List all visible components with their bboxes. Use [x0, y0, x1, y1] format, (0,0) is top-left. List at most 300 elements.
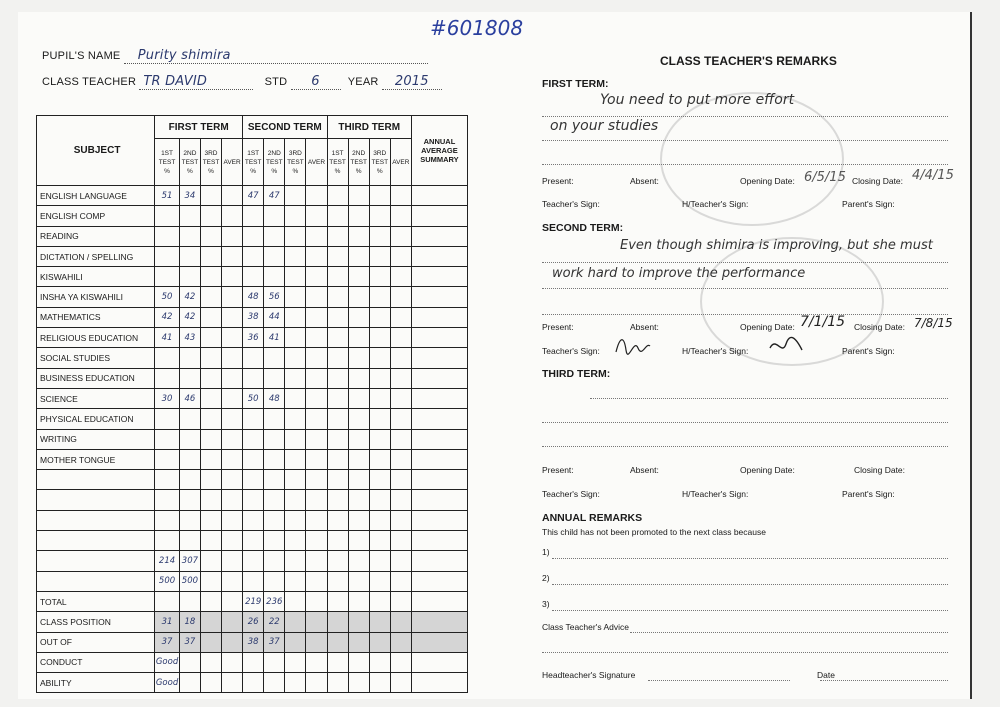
score-cell: [390, 226, 411, 246]
score-cell: [369, 328, 390, 348]
absent-label: Absent:: [630, 465, 659, 475]
score-cell: [222, 307, 243, 327]
sub-column-header: 2ND TEST %: [264, 139, 285, 186]
score-cell: [327, 388, 348, 408]
h-teacher-sign-label: H/Teacher's Sign:: [682, 346, 749, 356]
score-cell: [179, 348, 200, 368]
score-cell: [243, 449, 264, 469]
score-cell: [179, 652, 200, 672]
score-cell: [348, 226, 369, 246]
score-cell: [155, 429, 180, 449]
score-cell: [285, 652, 306, 672]
score-cell: [179, 429, 200, 449]
score-cell: [243, 409, 264, 429]
score-cell: [243, 652, 264, 672]
table-row: [37, 510, 468, 530]
score-cell: [243, 368, 264, 388]
annual-average-cell: [411, 409, 467, 429]
table-row: [37, 368, 468, 388]
score-cell: 50: [243, 388, 264, 408]
score-cell: [285, 388, 306, 408]
score-cell: [306, 348, 327, 368]
score-cell: [285, 287, 306, 307]
score-cell: [200, 591, 221, 611]
second-remark-line-3: [542, 314, 948, 315]
annual-average-cell: [411, 287, 467, 307]
score-cell: [155, 348, 180, 368]
score-cell: [222, 186, 243, 206]
score-cell: [243, 267, 264, 287]
score-cell: [390, 206, 411, 226]
score-cell: [155, 591, 180, 611]
score-cell: [369, 612, 390, 632]
score-cell: [369, 267, 390, 287]
third-term-sign-row: [542, 489, 950, 499]
subject-name: ENGLISH LANGUAGE: [37, 186, 155, 206]
score-cell: [369, 470, 390, 490]
score-cell: [155, 510, 180, 530]
parent-sign-label: Parent's Sign:: [842, 489, 895, 499]
annual-average-cell: [411, 226, 467, 246]
score-cell: [348, 267, 369, 287]
score-cell: [285, 246, 306, 266]
remarks-title: CLASS TEACHER'S REMARKS: [660, 54, 837, 68]
score-cell: [306, 307, 327, 327]
score-cell: [264, 226, 285, 246]
table-row: [37, 612, 468, 632]
score-cell: [264, 409, 285, 429]
annual-average-cell: [411, 571, 467, 591]
score-cell: [369, 409, 390, 429]
score-cell: 41: [155, 328, 180, 348]
score-cell: [348, 206, 369, 226]
score-cell: [369, 591, 390, 611]
third-remark-line-3: [542, 446, 948, 447]
score-cell: [285, 673, 306, 693]
score-cell: 219: [243, 591, 264, 611]
score-cell: [222, 571, 243, 591]
annual-remarks-title: ANNUAL REMARKS: [542, 512, 643, 524]
score-cell: [179, 673, 200, 693]
score-cell: [285, 490, 306, 510]
score-cell: [390, 348, 411, 368]
year-label: YEAR: [347, 76, 379, 88]
score-cell: [285, 226, 306, 246]
subject-name: TOTAL: [37, 591, 155, 611]
annual-average-cell: [411, 470, 467, 490]
score-cell: [264, 510, 285, 530]
score-cell: [327, 571, 348, 591]
score-cell: [306, 246, 327, 266]
score-cell: [390, 246, 411, 266]
closing-date-label: Closing Date:: [852, 176, 904, 186]
subject-name: MOTHER TONGUE: [37, 449, 155, 469]
score-cell: 31: [155, 612, 180, 632]
table-row: [37, 409, 468, 429]
subject-name: [37, 490, 155, 510]
score-cell: [348, 449, 369, 469]
score-cell: [243, 490, 264, 510]
score-cell: [327, 368, 348, 388]
annual-average-cell: [411, 186, 467, 206]
subject-name: ENGLISH COMP: [37, 206, 155, 226]
score-cell: [327, 612, 348, 632]
teacher-sign-label: Teacher's Sign:: [542, 489, 600, 499]
score-cell: 307: [179, 551, 200, 571]
subject-name: SOCIAL STUDIES: [37, 348, 155, 368]
score-cell: 500: [155, 571, 180, 591]
score-cell: [264, 348, 285, 368]
score-cell: [348, 571, 369, 591]
first-remark-line-1: [542, 116, 948, 117]
score-cell: [200, 267, 221, 287]
annual-item-1-line: [552, 558, 948, 559]
score-cell: [200, 490, 221, 510]
score-cell: [306, 591, 327, 611]
score-cell: [222, 632, 243, 652]
subject-name: CONDUCT: [37, 652, 155, 672]
left-page: [18, 12, 491, 699]
score-cell: [200, 409, 221, 429]
score-cell: [179, 490, 200, 510]
annual-average-cell: [411, 328, 467, 348]
score-cell: 236: [264, 591, 285, 611]
score-cell: Good: [155, 673, 180, 693]
score-cell: 38: [243, 632, 264, 652]
annual-item-2: 2): [542, 573, 550, 583]
score-cell: [155, 490, 180, 510]
score-cell: [306, 267, 327, 287]
score-cell: [306, 368, 327, 388]
parent-sign-label: Parent's Sign:: [842, 346, 895, 356]
score-cell: [200, 429, 221, 449]
score-cell: [200, 388, 221, 408]
score-cell: 56: [264, 287, 285, 307]
score-cell: [285, 531, 306, 551]
date-line: [820, 680, 948, 681]
score-cell: [327, 449, 348, 469]
subject-name: MATHEMATICS: [37, 307, 155, 327]
score-cell: [200, 368, 221, 388]
score-cell: [390, 409, 411, 429]
score-cell: [390, 328, 411, 348]
score-cell: [200, 186, 221, 206]
score-cell: [179, 510, 200, 530]
score-cell: [327, 348, 348, 368]
score-cell: 500: [179, 571, 200, 591]
score-cell: [222, 287, 243, 307]
score-cell: 34: [179, 186, 200, 206]
score-cell: [306, 429, 327, 449]
subject-name: RELIGIOUS EDUCATION: [37, 328, 155, 348]
score-cell: [264, 368, 285, 388]
score-cell: [285, 571, 306, 591]
score-cell: [222, 551, 243, 571]
score-cell: [390, 186, 411, 206]
score-cell: [306, 571, 327, 591]
sub-column-header: 3RD TEST %: [369, 139, 390, 186]
score-cell: [179, 246, 200, 266]
table-row: [37, 246, 468, 266]
class-teacher-advice-label: Class Teacher's Advice: [542, 622, 629, 632]
subject-name: [37, 551, 155, 571]
table-row: [37, 591, 468, 611]
annual-average-cell: [411, 632, 467, 652]
annual-average-cell: [411, 490, 467, 510]
score-cell: [390, 267, 411, 287]
second-term-label: SECOND TERM:: [542, 222, 624, 234]
score-cell: [285, 368, 306, 388]
score-cell: [369, 632, 390, 652]
score-cell: [285, 510, 306, 530]
teacher-sign-label: Teacher's Sign:: [542, 199, 600, 209]
score-cell: [327, 307, 348, 327]
annual-average-cell: [411, 510, 467, 530]
second-closing-date: 7/8/15: [914, 316, 953, 330]
teacher-sign-label: Teacher's Sign:: [542, 346, 600, 356]
present-label: Present:: [542, 322, 574, 332]
advice-line-2: [542, 652, 948, 653]
present-label: Present:: [542, 176, 574, 186]
score-cell: [348, 246, 369, 266]
score-cell: [390, 510, 411, 530]
sub-column-header: 2ND TEST %: [348, 139, 369, 186]
sub-column-header: 1ST TEST %: [155, 139, 180, 186]
score-cell: [179, 368, 200, 388]
annual-average-cell: [411, 612, 467, 632]
advice-line-1: [630, 632, 948, 633]
table-row: [37, 531, 468, 551]
score-cell: [348, 429, 369, 449]
score-cell: [179, 470, 200, 490]
table-row: [37, 470, 468, 490]
annual-average-cell: [411, 368, 467, 388]
second-term-sign-row: [542, 346, 950, 356]
score-cell: [200, 226, 221, 246]
score-cell: [390, 673, 411, 693]
score-cell: [369, 652, 390, 672]
headteacher-signature-label: Headteacher's Signature: [542, 670, 636, 680]
score-cell: [306, 470, 327, 490]
score-cell: [264, 470, 285, 490]
score-cell: [390, 307, 411, 327]
annual-average-cell: [411, 348, 467, 368]
score-cell: [264, 571, 285, 591]
score-cell: [222, 510, 243, 530]
score-cell: 42: [155, 307, 180, 327]
score-cell: [306, 388, 327, 408]
score-cell: [306, 328, 327, 348]
subject-name: [37, 470, 155, 490]
score-cell: [348, 186, 369, 206]
headteacher-signature-line: [648, 680, 790, 681]
score-cell: 48: [264, 388, 285, 408]
score-cell: [390, 429, 411, 449]
score-cell: [369, 287, 390, 307]
score-cell: [200, 470, 221, 490]
date-label: Date: [817, 670, 835, 680]
score-cell: [306, 551, 327, 571]
score-cell: [306, 652, 327, 672]
third-remark-line-1: [590, 398, 948, 399]
score-cell: [264, 490, 285, 510]
second-remark-line-1: [542, 262, 948, 263]
annual-remarks-subtitle: This child has not been promoted to the next class because: [542, 527, 766, 537]
score-cell: [285, 551, 306, 571]
annual-item-1: 1): [542, 547, 550, 557]
score-cell: [155, 449, 180, 469]
score-cell: 37: [155, 632, 180, 652]
opening-date-label: Opening Date:: [740, 322, 795, 332]
score-cell: [348, 388, 369, 408]
annual-average-header: ANNUAL AVERAGE SUMMARY: [411, 116, 467, 186]
h-teacher-sign-label: H/Teacher's Sign:: [682, 489, 749, 499]
score-cell: [200, 632, 221, 652]
score-cell: [327, 652, 348, 672]
score-cell: [327, 287, 348, 307]
score-cell: [369, 246, 390, 266]
subject-header: SUBJECT: [37, 116, 155, 186]
score-cell: [222, 206, 243, 226]
score-cell: [369, 429, 390, 449]
annual-average-cell: [411, 449, 467, 469]
score-cell: [222, 388, 243, 408]
table-row: [37, 287, 468, 307]
score-cell: [200, 449, 221, 469]
subject-name: DICTATION / SPELLING: [37, 246, 155, 266]
score-cell: [390, 470, 411, 490]
score-cell: [327, 206, 348, 226]
first-term-remark-1: You need to put more effort: [600, 92, 795, 108]
score-cell: [390, 652, 411, 672]
score-cell: [348, 328, 369, 348]
table-row: [37, 226, 468, 246]
table-row: [37, 307, 468, 327]
score-cell: [285, 409, 306, 429]
annual-average-cell: [411, 429, 467, 449]
score-cell: [222, 652, 243, 672]
score-cell: [285, 632, 306, 652]
score-cell: [306, 673, 327, 693]
third-term-header: THIRD TERM: [327, 116, 411, 139]
score-cell: 46: [179, 388, 200, 408]
score-cell: [200, 307, 221, 327]
score-cell: [179, 206, 200, 226]
score-cell: [222, 429, 243, 449]
score-cell: [327, 267, 348, 287]
second-term-header: SECOND TERM: [243, 116, 327, 139]
score-cell: [390, 612, 411, 632]
score-cell: [285, 267, 306, 287]
score-cell: [369, 307, 390, 327]
score-cell: [155, 368, 180, 388]
third-term-attendance-row: [542, 465, 950, 475]
score-cell: [200, 612, 221, 632]
score-cell: [348, 470, 369, 490]
class-teacher-label: CLASS TEACHER: [42, 76, 137, 88]
annual-item-3-line: [552, 610, 948, 611]
table-row: [37, 652, 468, 672]
annual-item-2-line: [552, 584, 948, 585]
table-row: [37, 632, 468, 652]
score-cell: [348, 673, 369, 693]
score-cell: [264, 449, 285, 469]
second-opening-date: 7/1/15: [800, 314, 846, 330]
sub-column-header: AVER: [306, 139, 327, 186]
table-row: [37, 429, 468, 449]
score-cell: [155, 206, 180, 226]
score-cell: [348, 591, 369, 611]
score-cell: 30: [155, 388, 180, 408]
score-cell: [222, 612, 243, 632]
score-cell: [243, 429, 264, 449]
class-teacher-value: TR DAVID: [139, 74, 253, 90]
score-cell: [179, 267, 200, 287]
headteacher-signature: [766, 334, 806, 356]
annual-average-cell: [411, 591, 467, 611]
score-cell: [200, 510, 221, 530]
table-row: [37, 388, 468, 408]
score-cell: [348, 287, 369, 307]
score-cell: 18: [179, 612, 200, 632]
table-row: [37, 186, 468, 206]
table-row: [37, 551, 468, 571]
score-cell: [222, 368, 243, 388]
grades-body: [37, 186, 468, 693]
score-cell: [200, 673, 221, 693]
sub-column-header: 2ND TEST %: [179, 139, 200, 186]
score-cell: [327, 632, 348, 652]
first-remark-line-3: [542, 164, 948, 165]
score-cell: [222, 328, 243, 348]
score-cell: [222, 449, 243, 469]
first-closing-date: 4/4/15: [912, 168, 954, 183]
class-teacher-row: [42, 74, 442, 90]
annual-item-3: 3): [542, 599, 550, 609]
annual-average-cell: [411, 206, 467, 226]
score-cell: [179, 591, 200, 611]
sub-column-header: AVER: [390, 139, 411, 186]
score-cell: [155, 246, 180, 266]
absent-label: Absent:: [630, 176, 659, 186]
score-cell: [306, 226, 327, 246]
score-cell: [264, 551, 285, 571]
score-cell: [369, 368, 390, 388]
subject-name: READING: [37, 226, 155, 246]
sub-column-header: 1ST TEST %: [243, 139, 264, 186]
h-teacher-sign-label: H/Teacher's Sign:: [682, 199, 749, 209]
score-cell: [264, 429, 285, 449]
score-cell: [243, 551, 264, 571]
score-cell: [155, 267, 180, 287]
closing-date-label: Closing Date:: [854, 322, 906, 332]
score-cell: [327, 531, 348, 551]
score-cell: [285, 206, 306, 226]
parent-sign-label: Parent's Sign:: [842, 199, 895, 209]
annual-average-cell: [411, 267, 467, 287]
score-cell: [179, 449, 200, 469]
score-cell: [285, 307, 306, 327]
score-cell: [243, 510, 264, 530]
score-cell: [222, 226, 243, 246]
table-row: [37, 571, 468, 591]
score-cell: 37: [179, 632, 200, 652]
score-cell: [327, 551, 348, 571]
score-cell: [200, 652, 221, 672]
score-cell: [327, 409, 348, 429]
table-row: [37, 348, 468, 368]
score-cell: [285, 429, 306, 449]
